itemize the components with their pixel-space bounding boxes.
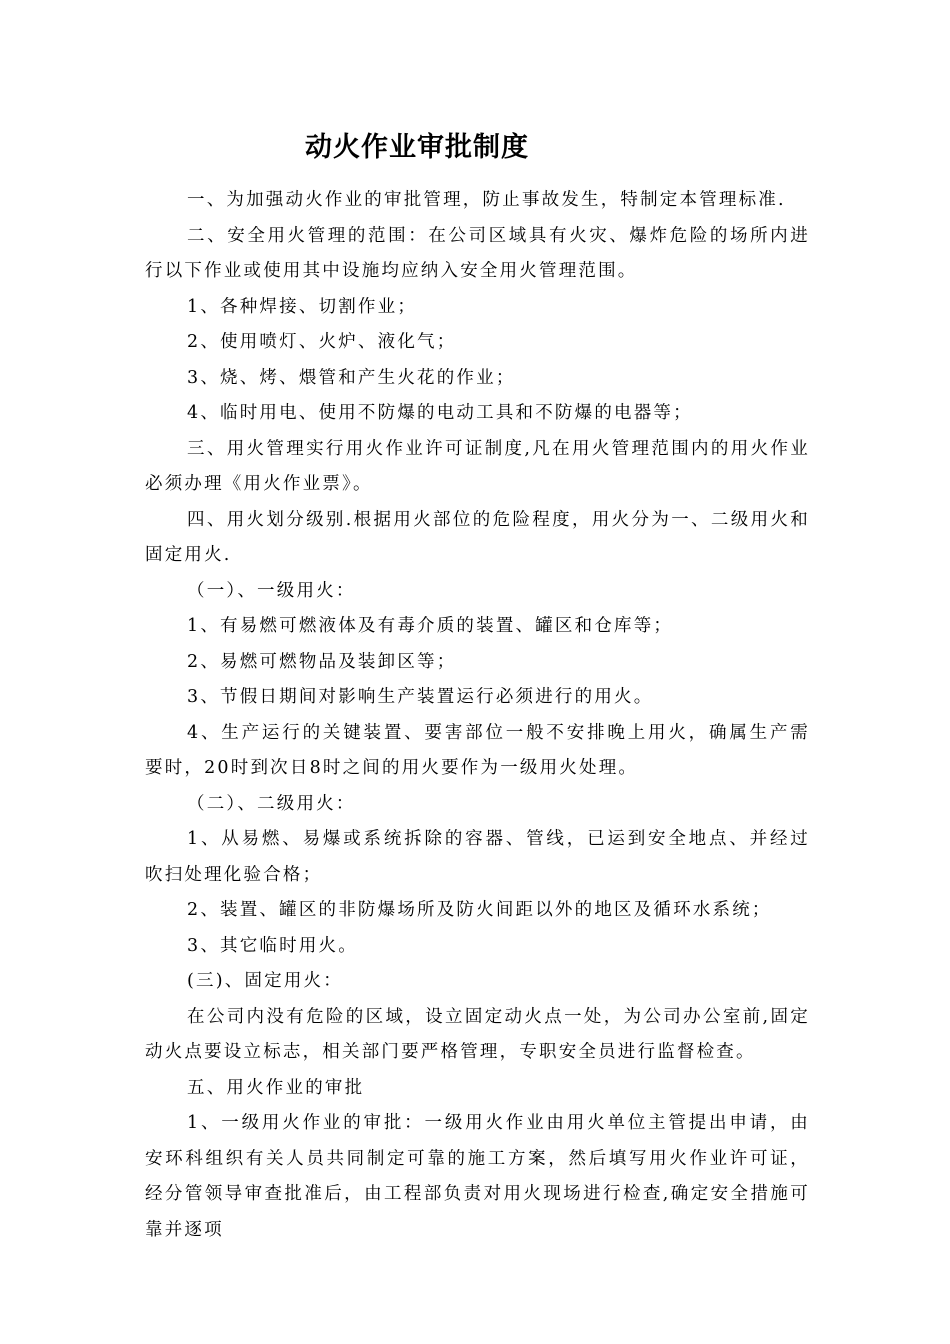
paragraph-13: 4、生产运行的关键装置、要害部位一般不安排晚上用火，确属生产需要时，20时到次日8时之间的用火要作为一级用火处理。 [145, 722, 810, 778]
paragraph-1: 一、为加强动火作业的审批管理，防止事故发生，特制定本管理标准. [187, 190, 786, 210]
paragraph-17: 3、其它临时用火。 [187, 935, 358, 956]
paragraph-10: 1、有易燃可燃液体及有毒介质的装置、罐区和仓库等； [187, 616, 674, 636]
paragraph-6: 4、临时用电、使用不防爆的电动工具和不防爆的电器等； [187, 403, 693, 423]
paragraph-20: 五、用火作业的审批 [187, 1077, 365, 1098]
paragraph-19: 在公司内没有危险的区域，设立固定动火点一处，为公司办公室前,固定动火点要设立标志，相关部门要严格管理，专职安全员进行监督检查。 [145, 1006, 810, 1062]
paragraph-3: 1、各种焊接、切割作业； [187, 296, 418, 317]
paragraph-18: (三)、固定用火： [187, 971, 343, 991]
paragraph-15: 1、从易燃、易爆或系统拆除的容器、管线，已运到安全地点、并经过吹扫处理化验合格； [145, 829, 810, 885]
paragraph-8: 四、用火划分级别.根据用火部位的危险程度，用火分为一、二级用火和固定用火. [145, 509, 810, 565]
paragraph-2: 二、安全用火管理的范围：在公司区域具有火灾、爆炸危险的场所内进行以下作业或使用其中设施均应纳入安全用火管理范围。 [145, 225, 810, 281]
document-title: 动火作业审批制度 [305, 132, 529, 163]
paragraph-14: （二）、二级用火： [187, 793, 356, 814]
document-body [145, 183, 810, 1248]
paragraph-7: 三、用火管理实行用火作业许可证制度,凡在用火管理范围内的用火作业必须办理《用火作业票》。 [145, 438, 810, 494]
paragraph-12: 3、节假日期间对影响生产装置运行必须进行的用火。 [187, 687, 654, 707]
paragraph-16: 2、装置、罐区的非防爆场所及防火间距以外的地区及循环水系统； [187, 900, 772, 920]
paragraph-4: 2、使用喷灯、火炉、液化气； [187, 332, 457, 352]
paragraph-21: 1、一级用火作业的审批：一级用火作业由用火单位主管提出申请，由安环科组织有关人员共同制定可靠的施工方案，然后填写用火作业许可证，经分管领导审查批准后，由工程部负责对用火现场进行检查,确定安全措施可靠并逐项 [145, 1113, 810, 1240]
paragraph-5: 3、烧、烤、煨管和产生火花的作业； [187, 367, 516, 388]
paragraph-11: 2、易燃可燃物品及装卸区等； [187, 651, 457, 672]
paragraph-9: （一）、一级用火： [187, 580, 356, 601]
